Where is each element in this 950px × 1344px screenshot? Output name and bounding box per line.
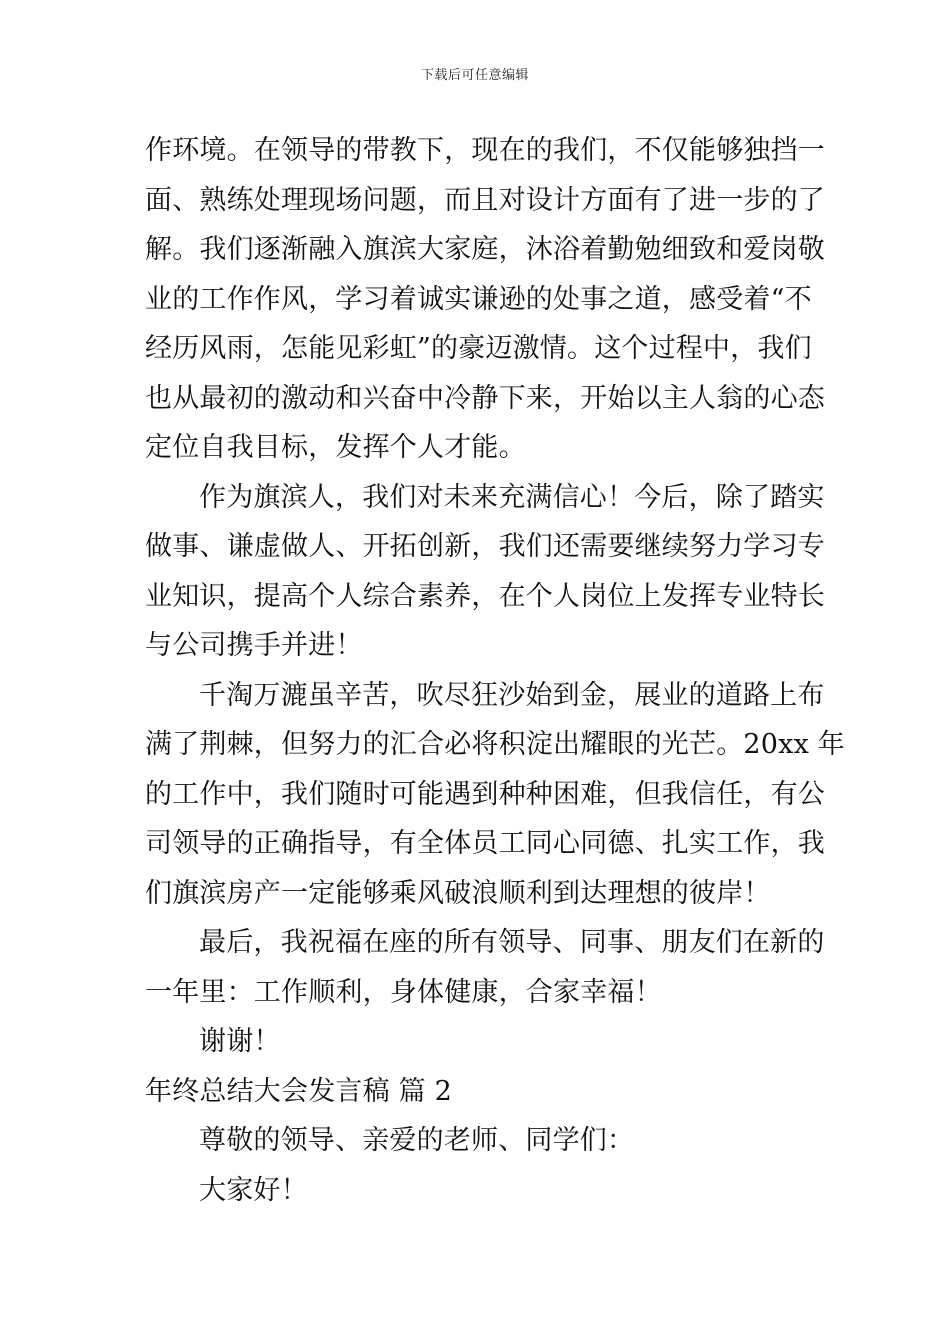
paragraph-line: 也从最初的激动和兴奋中冷静下来，开始以主人翁的心态: [145, 382, 825, 414]
salutation-line: 尊敬的领导、亲爱的老师、同学们：: [199, 1125, 635, 1156]
paragraph-line: 作为旗滨人，我们对未来充满信心！今后，除了踏实: [199, 481, 825, 513]
paragraph-line: 一年里：工作顺利，身体健康，合家幸福！: [145, 976, 662, 1008]
paragraph-line: 的工作中，我们随时可能遇到种种困难，但我信任，有公: [145, 778, 825, 810]
paragraph-line: 作环境。在领导的带教下，现在的我们，不仅能够独挡一: [145, 135, 825, 166]
paragraph-line: 千淘万漉虽辛苦，吹尽狂沙始到金，展业的道路上布: [199, 679, 825, 711]
paragraph-line: 解。我们逐渐融入旗滨大家庭，沐浴着勤勉细致和爱岗敬: [145, 234, 825, 265]
greeting-line: 大家好！: [199, 1174, 308, 1206]
paragraph-line: 经历风雨，怎能见彩虹”的豪迈激情。这个过程中，我们: [145, 333, 812, 364]
closing-line: 谢谢！: [199, 1026, 281, 1057]
paragraph-line: 做事、谦虚做人、开拓创新，我们还需要继续努力学习专: [145, 531, 825, 562]
document-body: [145, 126, 845, 1215]
section-heading: 年终总结大会发言稿 篇 2: [145, 1075, 452, 1107]
paragraph-line: 满了荆棘，但努力的汇合必将积淀出耀眼的光芒。20xx 年: [145, 729, 845, 760]
paragraph-line: 最后，我祝福在座的所有领导、同事、朋友们在新的: [199, 927, 825, 958]
paragraph-line: 们旗滨房产一定能够乘风破浪顺利到达理想的彼岸！: [145, 877, 771, 909]
paragraph-line: 司领导的正确指导，有全体员工同心同德、扎实工作，我: [145, 828, 825, 859]
paragraph-line: 业知识，提高个人综合素养，在个人岗位上发挥专业特长: [145, 580, 825, 612]
paragraph-line: 与公司携手并进！: [145, 630, 363, 661]
paragraph-line: 业的工作作风，学习着诚实谦逊的处事之道，感受着“不: [145, 283, 812, 315]
paragraph-line: 面、熟练处理现场问题，而且对设计方面有了进一步的了: [145, 184, 825, 216]
page-header-note: 下载后可任意编辑: [420, 68, 529, 83]
paragraph-line: 定位自我目标，发挥个人才能。: [145, 432, 526, 463]
